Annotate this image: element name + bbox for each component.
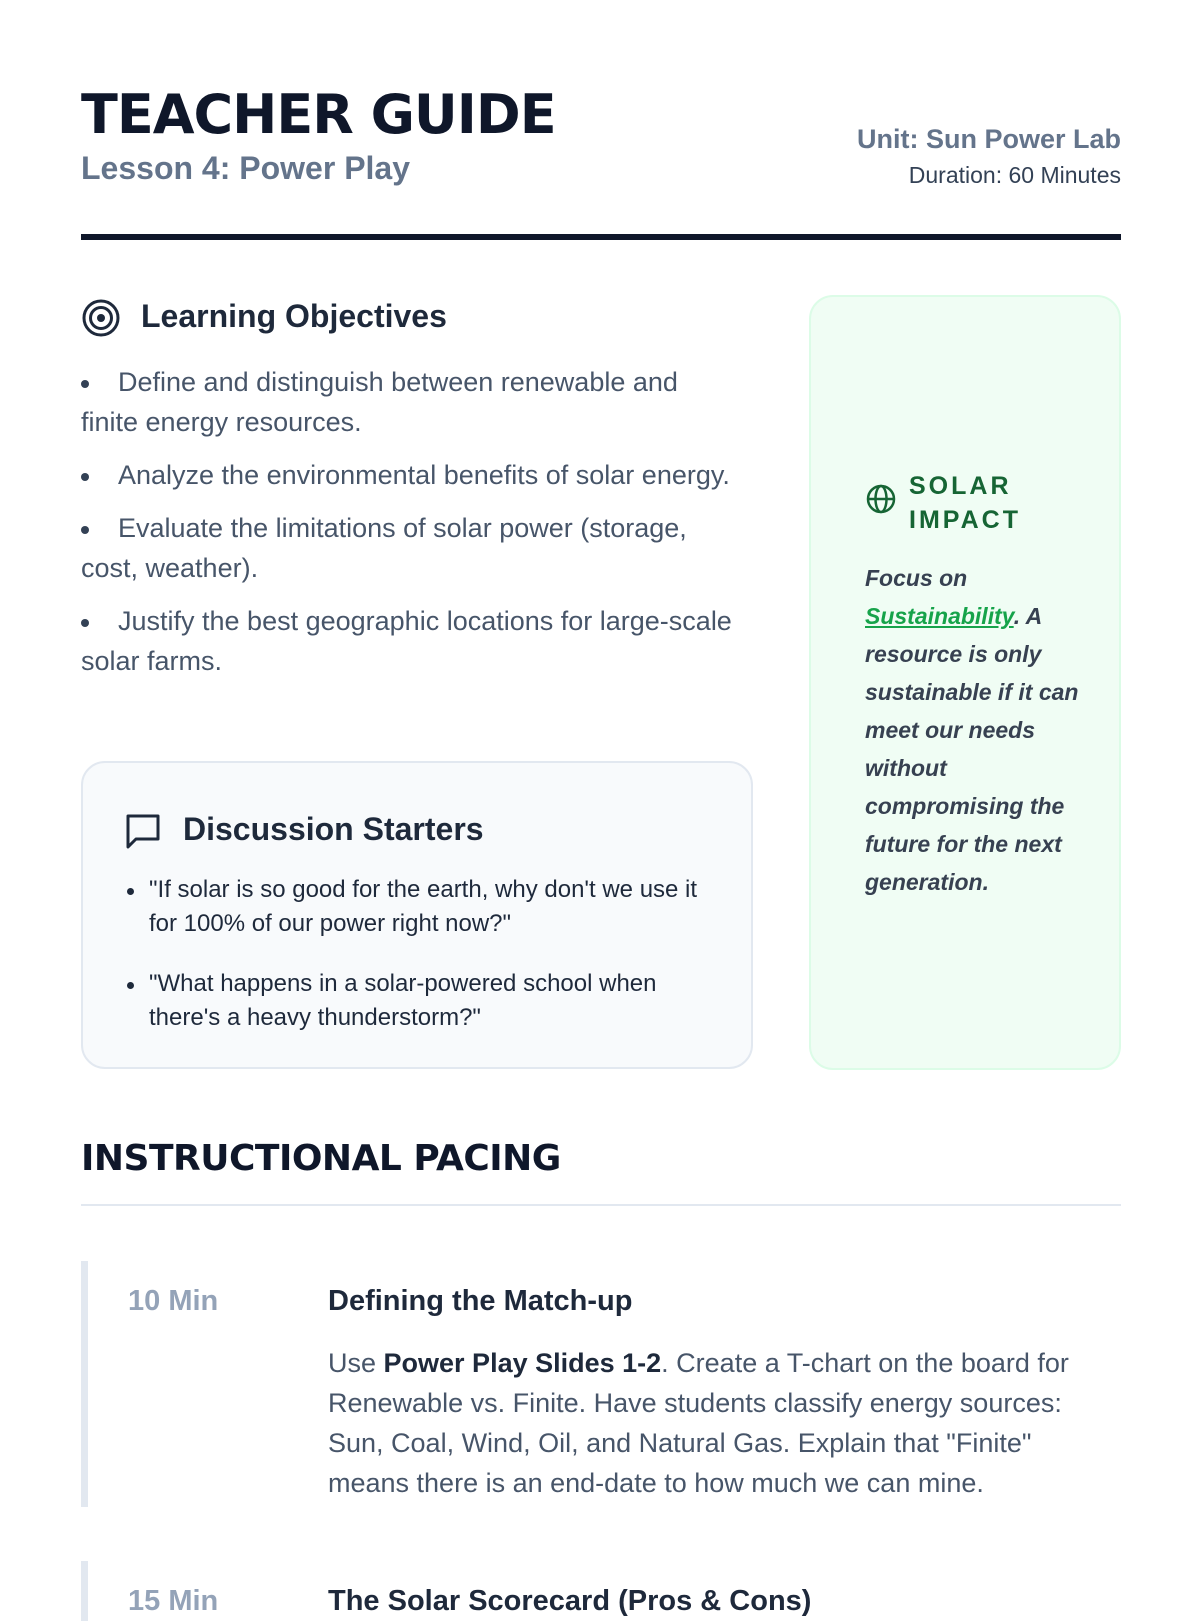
header-divider (81, 234, 1121, 240)
duration-label: Duration: 60 Minutes (908, 162, 1121, 188)
learning-objectives-section (81, 296, 741, 694)
step-time: 10 Min (128, 1285, 219, 1317)
solar-impact-card (809, 295, 1121, 1070)
step-description (328, 1343, 1108, 1503)
instructional-pacing-heading: INSTRUCTIONAL PACING (81, 1138, 561, 1179)
step-desc-suffix: . Create a T-chart on the board for Renewable vs. Finite. Have students classify energy sources: Sun, Coal, Wind, Oil, and Natural Gas. Explain that "Finite" means there is an end-date to how much we can mine. (328, 1348, 1069, 1498)
impact-text-prefix: Focus on (865, 565, 968, 591)
pacing-divider (81, 1204, 1121, 1206)
heading-line: SOLAR (909, 472, 1012, 500)
list-item: Evaluate the limitations of solar power (storage, cost, weather). (81, 508, 741, 588)
objectives-heading (81, 296, 741, 340)
list-item: Define and distinguish between renewable and finite energy resources. (81, 362, 741, 442)
sustainability-keyword: Sustainability (865, 603, 1014, 629)
pacing-step (81, 1561, 1121, 1621)
solar-impact-heading-label (909, 469, 1021, 537)
objectives-heading-label: Learning Objectives (141, 298, 447, 334)
page-title: TEACHER GUIDE (81, 83, 556, 146)
step-title: Defining the Match-up (328, 1285, 633, 1317)
speech-bubble-icon (123, 811, 163, 851)
step-desc-prefix: Use (328, 1348, 384, 1378)
discussion-list (149, 873, 719, 1061)
step-title: The Solar Scorecard (Pros & Cons) (328, 1585, 812, 1617)
lesson-subtitle: Lesson 4: Power Play (81, 150, 411, 186)
discussion-starters-card (81, 761, 753, 1069)
heading-line: IMPACT (909, 506, 1021, 534)
pacing-step (81, 1261, 1121, 1507)
discussion-heading-label: Discussion Starters (183, 811, 484, 847)
list-item: Justify the best geographic locations for large-scale solar farms. (81, 601, 741, 681)
discussion-heading (123, 809, 723, 853)
list-item: Analyze the environmental benefits of solar energy. (81, 455, 741, 495)
solar-impact-text (865, 559, 1085, 901)
slides-reference: Power Play Slides 1-2 (383, 1348, 662, 1378)
guide-header (81, 82, 1121, 242)
step-time: 15 Min (128, 1585, 219, 1617)
objectives-list (81, 362, 741, 681)
globe-icon (865, 483, 897, 515)
list-item: "If solar is so good for the earth, why don't we use it for 100% of our power right now?" (149, 873, 719, 941)
impact-text-suffix: . A resource is only sustainable if it can meet our needs without compromising the future for the next generation. (865, 603, 1079, 895)
list-item: "What happens in a solar-powered school when there's a heavy thunderstorm?" (149, 967, 719, 1035)
unit-label: Unit: Sun Power Lab (856, 124, 1121, 154)
target-icon (81, 298, 121, 338)
